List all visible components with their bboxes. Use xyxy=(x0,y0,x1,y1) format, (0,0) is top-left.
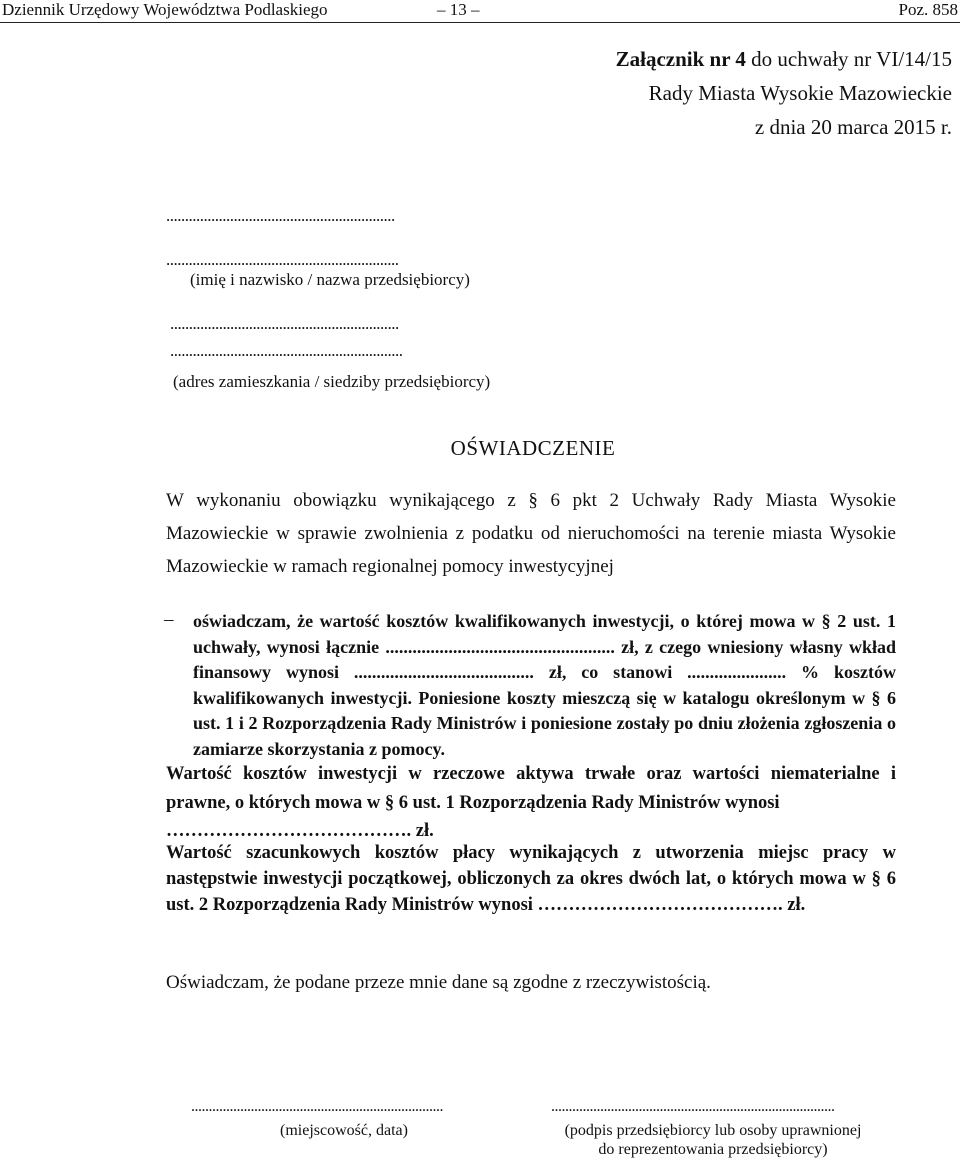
document-title: OŚWIADCZENIE xyxy=(450,436,616,460)
assets-value-field[interactable]: …………………………………. zł. xyxy=(166,821,434,841)
annex-line-3: z dnia 20 marca 2015 r. xyxy=(754,115,952,139)
signature-caption xyxy=(563,1121,863,1159)
annex-line-1 xyxy=(616,42,952,76)
bullet-dash: – xyxy=(164,609,174,630)
place-date-caption: (miejscowość, data) xyxy=(280,1122,408,1139)
assets-value-paragraph xyxy=(166,760,896,846)
annex-number: Załącznik nr 4 xyxy=(615,47,746,71)
signature-caption-line-1: (podpis przedsiębiorcy lub osoby uprawnionej xyxy=(564,1122,862,1139)
intro-paragraph: W wykonaniu obowiązku wynikającego z § 6 pkt 2 Uchwały Rady Miasta Wysokie Mazowieckie w sprawie zwolnienia z podatku od nieruchomości na terenie miasta Wysokie Mazowieckie w ramach regionalnej pomocy inwestycyjnej xyxy=(166,490,896,577)
address-caption: (adres zamieszkania / siedziby przedsiębiorcy) xyxy=(173,372,491,391)
annex-line-2: Rady Miasta Wysokie Mazowieckie xyxy=(648,81,952,105)
place-date-field[interactable]: ........................................................................ xyxy=(191,1098,443,1115)
address-field-line-2[interactable]: .............................................................. xyxy=(170,341,403,360)
header-rule xyxy=(0,22,960,23)
annex-heading xyxy=(616,42,952,144)
declaration-statement: Oświadczam, że podane przeze mnie dane są zgodne z rzeczywistością. xyxy=(166,972,711,993)
page-number: – 13 – xyxy=(437,0,480,19)
journal-title: Dziennik Urzędowy Województwa Podlaskiego xyxy=(2,0,328,19)
assets-value-text: Wartość kosztów inwestycji w rzeczowe aktywa trwałe oraz wartości niematerialne i prawne, o których mowa w § 6 ust. 1 Rozporządzenia Rady Ministrów wynosi xyxy=(166,764,896,813)
annex-resolution: do uchwały nr VI/14/15 xyxy=(745,47,952,71)
page-header xyxy=(0,0,960,24)
bullet-statement: oświadczam, że wartość kosztów kwalifikowanych inwestycji, o której mowa w § 2 ust. 1 uchwały, wynosi łącznie ................................................... zł, z czego wniesiony własny wkład finansowy wynosi ........................................ zł, co stanowi ...................... % kosztów kwalifikowanych inwestycji. Poniesione koszty mieszczą się w katalogu określonym w § 6 ust. 1 i 2 Rozporządzenia Rady Ministrów i poniesione zostały po dniu złożenia zgłoszenia o zamiarze skorzystania z pomocy. xyxy=(193,611,896,759)
signature-field[interactable]: ................................................................................. xyxy=(551,1098,835,1115)
signature-caption-line-2: do reprezentowania przedsiębiorcy) xyxy=(598,1141,828,1158)
name-caption: (imię i nazwisko / nazwa przedsiębiorcy) xyxy=(190,270,470,289)
address-field-line-1[interactable]: ............................................................. xyxy=(170,314,399,333)
labour-cost-paragraph: Wartość szacunkowych kosztów płacy wynikających z utworzenia miejsc pracy w następstwie inwestycji początkowej, obliczonych za okres dwóch lat, o których mowa w § 6 ust. 2 Rozporządzenia Rady Ministrów wynosi …………………………………. zł. xyxy=(166,843,896,915)
name-field-line-1[interactable]: ............................................................. xyxy=(166,206,395,225)
name-field-line-2[interactable]: .............................................................. xyxy=(166,250,399,269)
position-number: Poz. 858 xyxy=(898,0,958,19)
